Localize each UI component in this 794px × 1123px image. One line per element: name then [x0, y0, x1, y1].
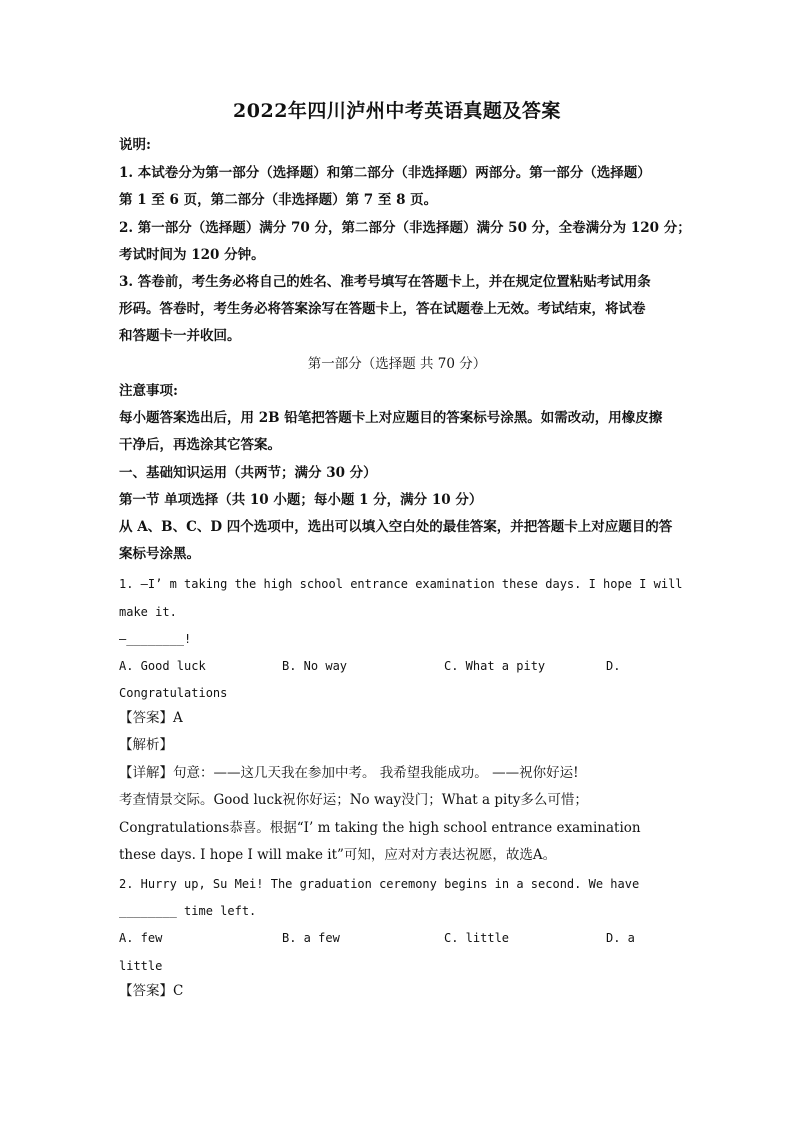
section-heading: 一、基础知识运用（共两节；满分 30 分）: [119, 465, 377, 481]
analysis-label: 【解析】: [119, 737, 173, 753]
intro-line: 1. 本试卷分为第一部分（选择题）和第二部分（非选择题）两部分。第一部分（选择题）: [119, 165, 651, 181]
question-stem: 2. Hurry up, Su Mei! The graduation ceremony begins in a second. We have: [119, 877, 640, 891]
subsection-heading: 第一节 单项选择（共 10 小题；每小题 1 分，满分 10 分）: [119, 492, 483, 508]
question-stem: make it.: [119, 605, 177, 619]
detail-line: 考查情景交际。Good luck祝你好运；No way没门；What a pity多么可惜；: [119, 792, 588, 808]
question-stem: —________!: [119, 632, 192, 646]
intro-line: 2. 第一部分（选择题）满分 70 分，第二部分（非选择题）满分 50 分，全卷满分为 120 分；: [119, 220, 691, 236]
intro-heading: 说明:: [119, 137, 151, 153]
detail-line: Congratulations恭喜。根据“I’ m taking the high school entrance examination: [119, 820, 641, 836]
option-c: C. What a pity: [444, 659, 546, 673]
detail-line: these days. I hope I will make it”可知，应对对方表达祝愿，故选A。: [119, 847, 557, 863]
option-b: B. a few: [282, 931, 340, 945]
part-heading: 第一部分（选择题 共 70 分）: [307, 356, 487, 372]
intro-line: 第 1 至 6 页，第二部分（非选择题）第 7 至 8 页。: [119, 192, 438, 208]
detail-line: 【详解】句意：——这几天我在参加中考。 我希望我能成功。 ——祝你好运!: [119, 765, 579, 781]
option-a: A. Good luck: [119, 659, 206, 673]
option-b: B. No way: [282, 659, 348, 673]
option-d-text: Congratulations: [119, 686, 228, 700]
instruction-line: 从 A、B、C、D 四个选项中，选出可以填入空白处的最佳答案，并把答题卡上对应题目的答: [119, 519, 673, 535]
intro-line: 3. 答卷前，考生务必将自己的姓名、准考号填写在答题卡上，并在规定位置粘贴考试用条: [119, 274, 651, 290]
document-title: 2022年四川泸州中考英语真题及答案: [233, 100, 561, 122]
option-d: D. a: [606, 931, 635, 945]
notes-line: 每小题答案选出后，用 2B 铅笔把答题卡上对应题目的答案标号涂黑。如需改动，用橡皮擦: [119, 410, 663, 426]
notes-heading: 注意事项:: [119, 383, 178, 399]
option-d: D.: [606, 659, 621, 673]
instruction-line: 案标号涂黑。: [119, 546, 200, 562]
option-d-text: little: [119, 959, 163, 973]
option-a: A. few: [119, 931, 163, 945]
notes-line: 干净后，再选涂其它答案。: [119, 437, 281, 453]
option-c: C. little: [444, 931, 510, 945]
intro-line: 形码。答卷时，考生务必将答案涂写在答题卡上，答在试题卷上无效。考试结束，将试卷: [119, 301, 646, 317]
answer-label: 【答案】A: [119, 710, 183, 726]
intro-line: 和答题卡一并收回。: [119, 328, 241, 344]
question-stem: 1. —I’ m taking the high school entrance examination these days. I hope I will: [119, 577, 683, 591]
question-stem: ________ time left.: [119, 904, 257, 918]
answer-label: 【答案】C: [119, 983, 184, 999]
intro-line: 考试时间为 120 分钟。: [119, 247, 265, 263]
